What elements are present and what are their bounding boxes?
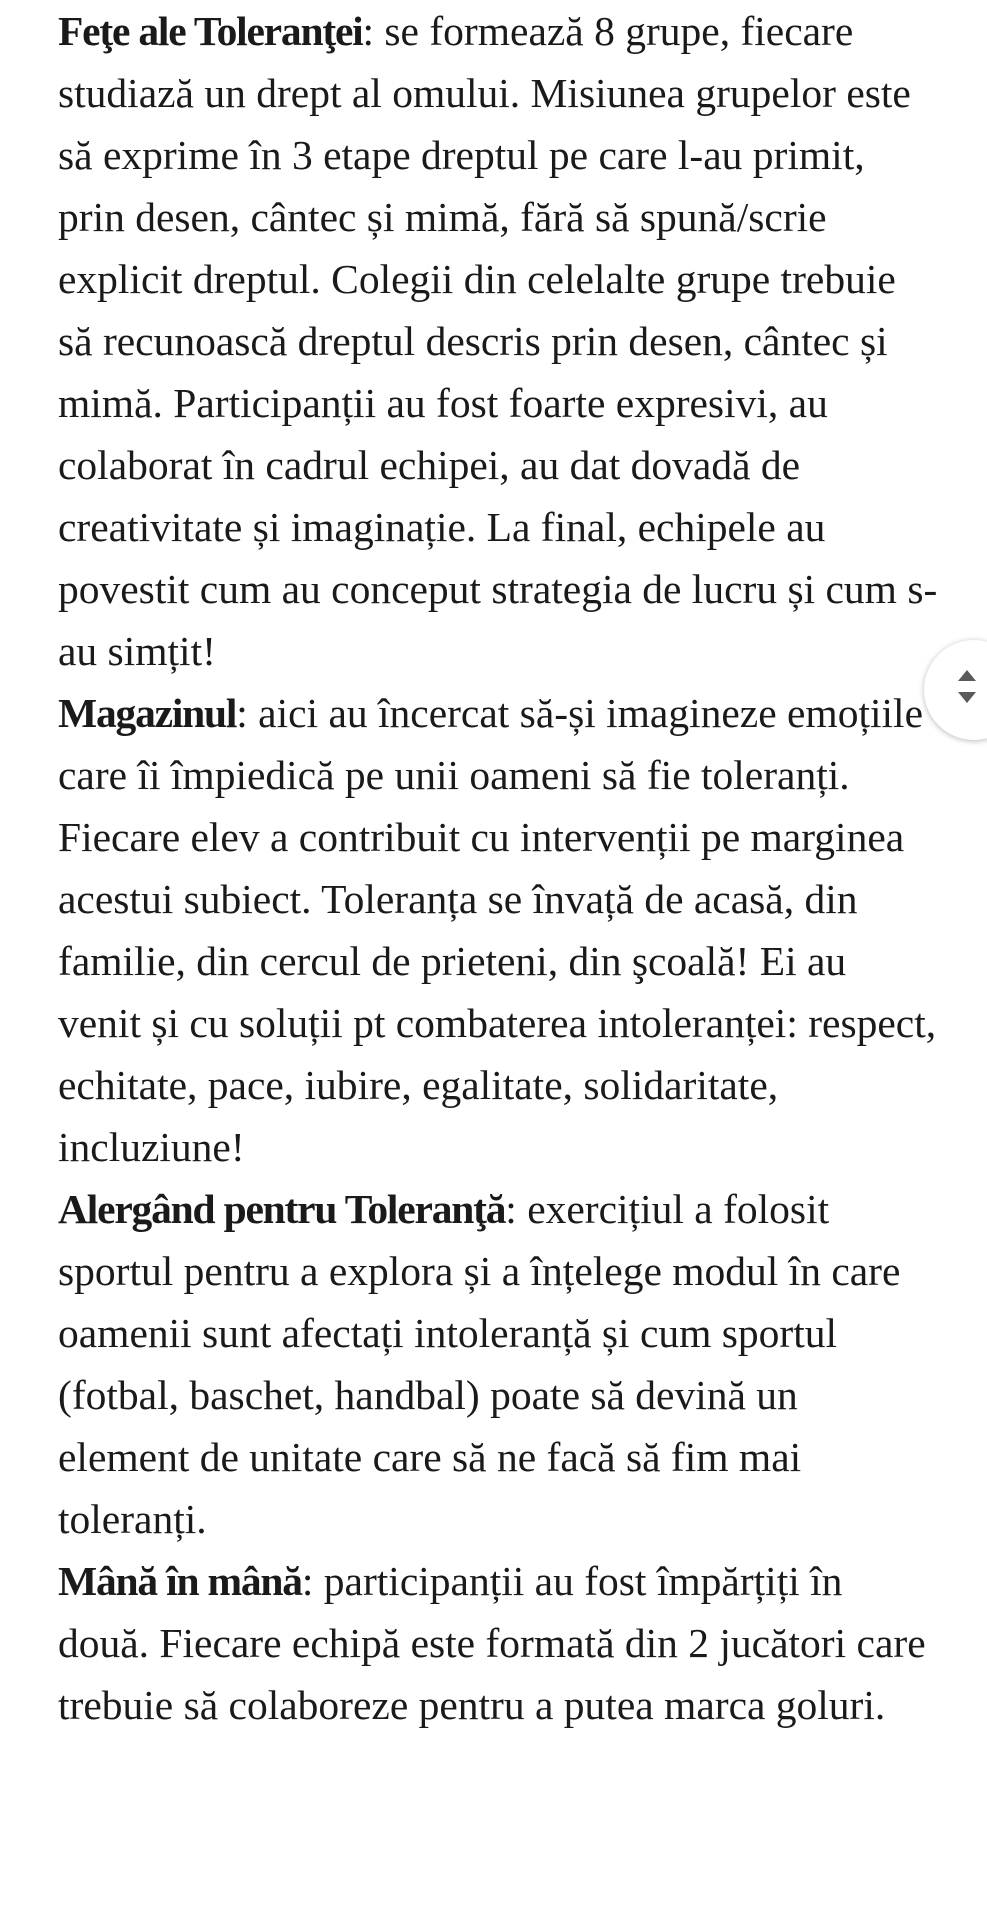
paragraph-fete-ale-tolerantei <box>58 0 938 682</box>
paragraph-text: : exercițiul a folosit sportul pentru a explora și a înțelege modul în care oamenii sunt afectați intoleranță și cum sportul (fotbal, baschet, handbal) poate să devină un element de unitate care să ne facă să fim mai toleranți. <box>58 1186 901 1542</box>
arrow-up-icon <box>958 670 976 681</box>
arrow-down-icon <box>958 692 976 703</box>
paragraph-text: : aici au încercat să-și imagineze emoțiile care îi împiedică pe unii oameni să fie toleranți. Fiecare elev a contribuit cu intervenții pe marginea acestui subiect. Toleranța se învață de acasă, din familie, din cercul de prieteni, din şcoală! Ei au venit și cu soluții pt combaterea intoleranței: respect, echitate, pace, iubire, egalitate, solidaritate, incluziune! <box>58 690 937 1170</box>
paragraph-alergand-pentru-toleranta <box>58 1178 938 1550</box>
up-down-arrows-icon <box>958 670 978 710</box>
paragraph-magazinul <box>58 682 938 1178</box>
paragraph-term: Feţe ale Toleranţei <box>58 8 363 54</box>
paragraph-term: Magazinul <box>58 690 237 736</box>
paragraph-text: : se formează 8 grupe, fiecare studiază un drept al omului. Misiunea grupelor este să exprime în 3 etape dreptul pe care l-au primit, prin desen, cântec și mimă, fără să spună/scrie explicit dreptul. Colegii din celelalte grupe trebuie să recunoască dreptul descris prin desen, cântec și mimă. Participanții au fost foarte expresivi, au colaborat în cadrul echipei, au dat dovadă de creativitate și imaginație. La final, echipele au povestit cum au conceput strategia de lucru și cum s-au simțit! <box>58 8 938 674</box>
paragraph-term: Mână în mână <box>58 1558 302 1604</box>
article-body <box>58 0 938 1736</box>
paragraph-text: : participanții au fost împărțiți în două. Fiecare echipă este formată din 2 jucători care trebuie să colaboreze pentru a putea marca goluri. <box>58 1558 926 1728</box>
paragraph-mana-in-mana <box>58 1550 938 1736</box>
paragraph-term: Alergând pentru Toleranţă <box>58 1186 506 1232</box>
